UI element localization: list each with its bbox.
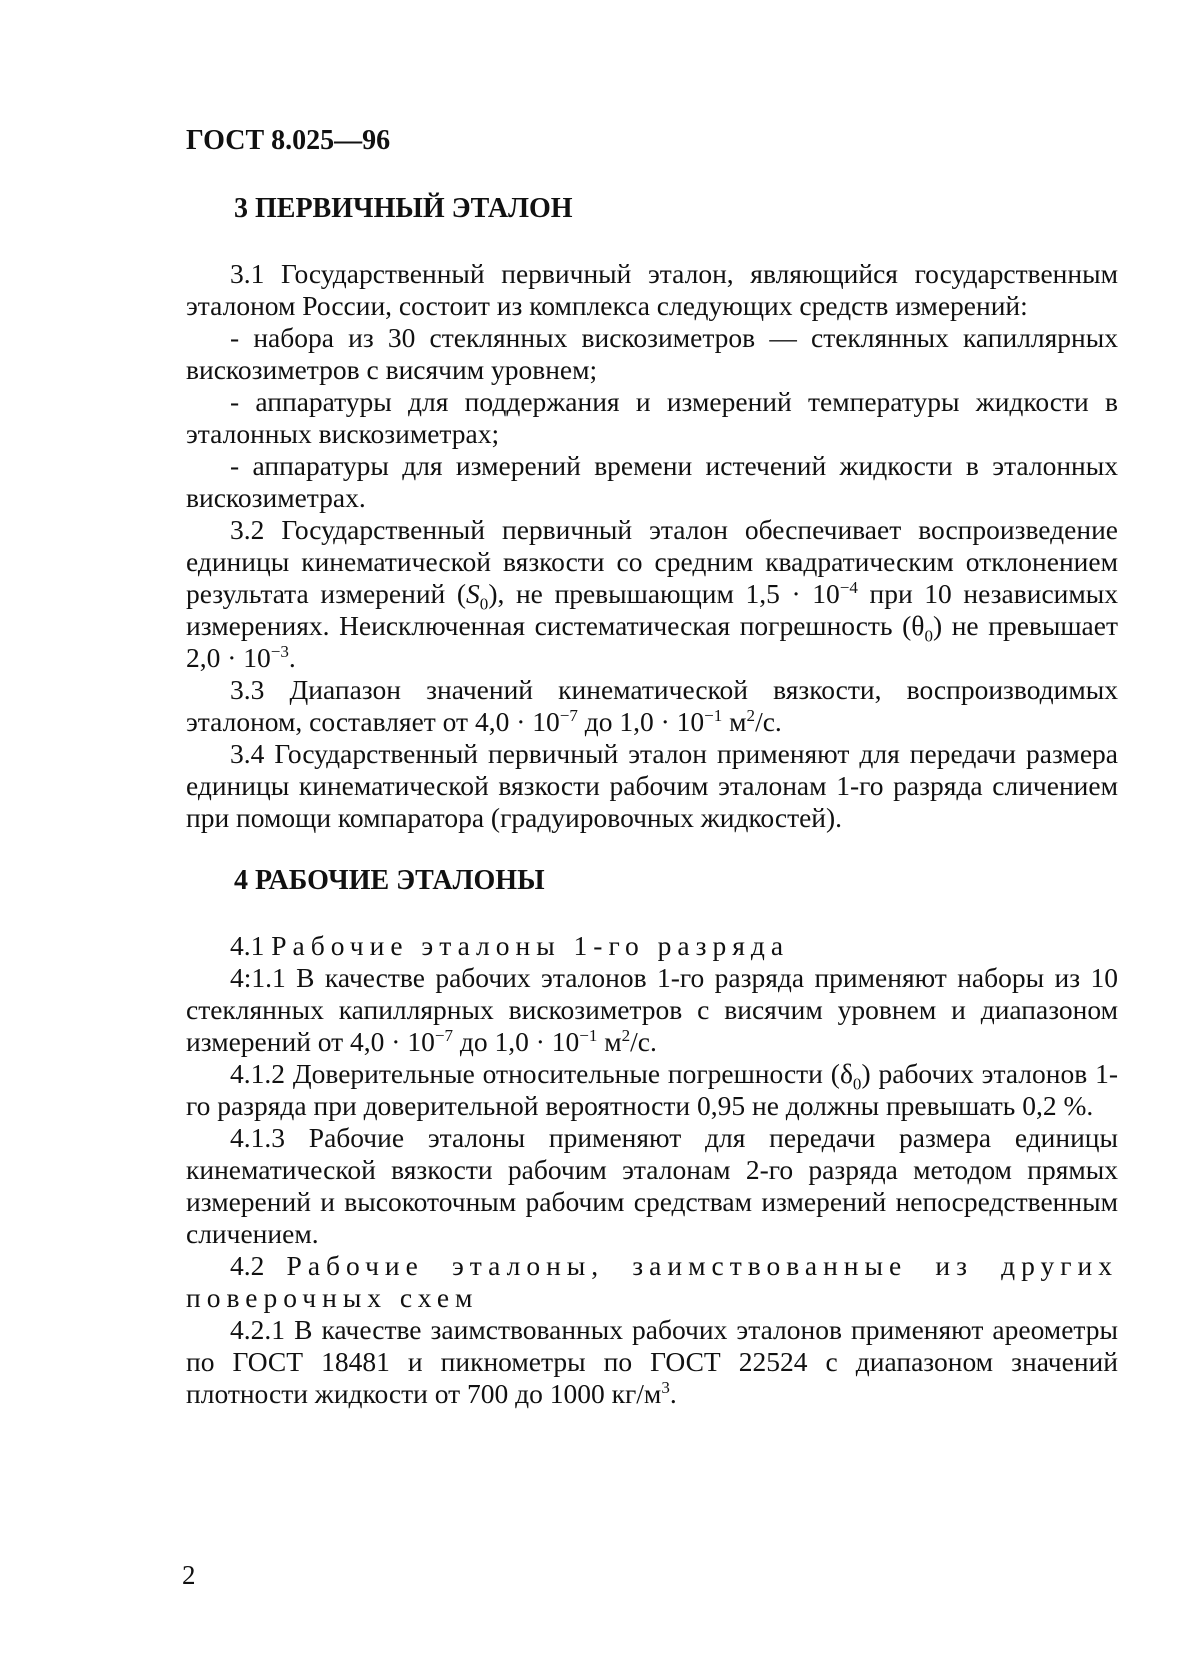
text-run: ), не превышающим 1,5 · 10 [488,578,840,609]
page-number: 2 [182,1560,196,1590]
exponent: −1 [704,705,723,725]
text-run: м [722,706,747,737]
exponent: 2 [746,705,756,725]
text-run: /с. [755,706,782,737]
text-run: 3.2 Государственный первичный эталон обеспечивает воспроизведение единицы кинематической вязкости со средним квадратическим отклонением результата измерений ( [186,514,1118,609]
paragraph-3-4: 3.4 Государственный первичный эталон применяют для передачи размера единицы кинематической вязкости рабочим эталонам 1-го разряда сличением при помощи компаратора (градуировочных жидкостей). [186,738,1118,833]
subscript: 0 [479,594,489,614]
subscript: 0 [924,626,933,646]
subsection-label: Рабочие эталоны, заимствованные из других поверочных схем [186,1250,1118,1313]
subsection-number: 4.2 [230,1250,287,1281]
text-run: при 10 независимых измерениях. Неисключенная систематическая погрешность (θ [186,578,1118,641]
text-run: до 1,0 · 10 [452,1026,580,1057]
exponent: −7 [434,1025,453,1045]
text-run: ) рабочих эталонов 1-го разряда при доверительной вероятности 0,95 не должны превышать 0,2 %. [186,1058,1118,1121]
section-3-title: 3 ПЕРВИЧНЫЙ ЭТАЛОН [234,193,573,224]
text-run: . [288,642,296,673]
exponent: 2 [621,1025,631,1045]
subsection-number: 4.1 [230,930,272,961]
text-run: . [669,1378,677,1409]
paragraph-4-1-1 [186,962,1118,1058]
text-run: м [597,1026,622,1057]
paragraph-3-2 [186,514,1118,674]
paragraph-4-1-2 [186,1058,1118,1122]
exponent: −3 [270,641,289,661]
text-run: 4:1.1 В качестве рабочих эталонов 1-го разряда применяют наборы из 10 стеклянных капиллярных вискозиметров с висячим уровнем и диапазоном измерений от 4,0 · 10 [186,962,1118,1057]
exponent: −7 [559,705,578,725]
document-page [186,124,1118,1410]
document-code-header: ГОСТ 8.025—96 [186,125,391,156]
paragraph-4-2-1 [186,1314,1118,1410]
text-run: до 1,0 · 10 [577,706,705,737]
subsection-label: Рабочие эталоны 1-го разряда [271,930,790,961]
list-item: - аппаратуры для поддержания и измерений температуры жидкости в эталонных вискозиметрах; [186,386,1118,449]
exponent: −4 [839,577,858,597]
exponent: −1 [579,1025,598,1045]
subsection-4-1-heading [186,930,1118,962]
list-item: - набора из 30 стеклянных вискозиметров — стеклянных капиллярных вискозиметров с висячим уровнем; [186,322,1118,385]
subscript: 0 [852,1074,862,1094]
text-run: 3.3 Диапазон значений кинематической вязкости, воспроизводимых эталоном, составляет от 4,0 · 10 [186,674,1118,737]
subsection-4-2-heading [186,1250,1118,1314]
text-run: ) не превышает 2,0 · 10 [186,610,1118,673]
text-run: /с. [630,1026,657,1057]
symbol-s: S [466,578,480,609]
paragraph-3-1: 3.1 Государственный первичный эталон, являющийся государственным эталоном России, состоит из комплекса следующих средств измерений: [186,258,1118,321]
list-item: - аппаратуры для измерений времени истечений жидкости в эталонных вискозиметрах. [186,450,1118,513]
section-4-title: 4 РАБОЧИЕ ЭТАЛОНЫ [234,865,545,896]
paragraph-4-1-3: 4.1.3 Рабочие эталоны применяют для передачи размера единицы кинематической вязкости рабочим эталонам 2-го разряда методом прямых измерений и высокоточным рабочим средствам измерений непосредственным сличением. [186,1122,1118,1249]
text-run: 4.1.2 Доверительные относительные погрешности (δ [230,1058,853,1089]
text-run: 4.2.1 В качестве заимствованных рабочих эталонов применяют ареометры по ГОСТ 18481 и пикнометры по ГОСТ 22524 с диапазоном значений плотности жидкости от 700 до 1000 кг/м [186,1314,1118,1409]
paragraph-3-3 [186,674,1118,738]
exponent: 3 [661,1377,670,1397]
